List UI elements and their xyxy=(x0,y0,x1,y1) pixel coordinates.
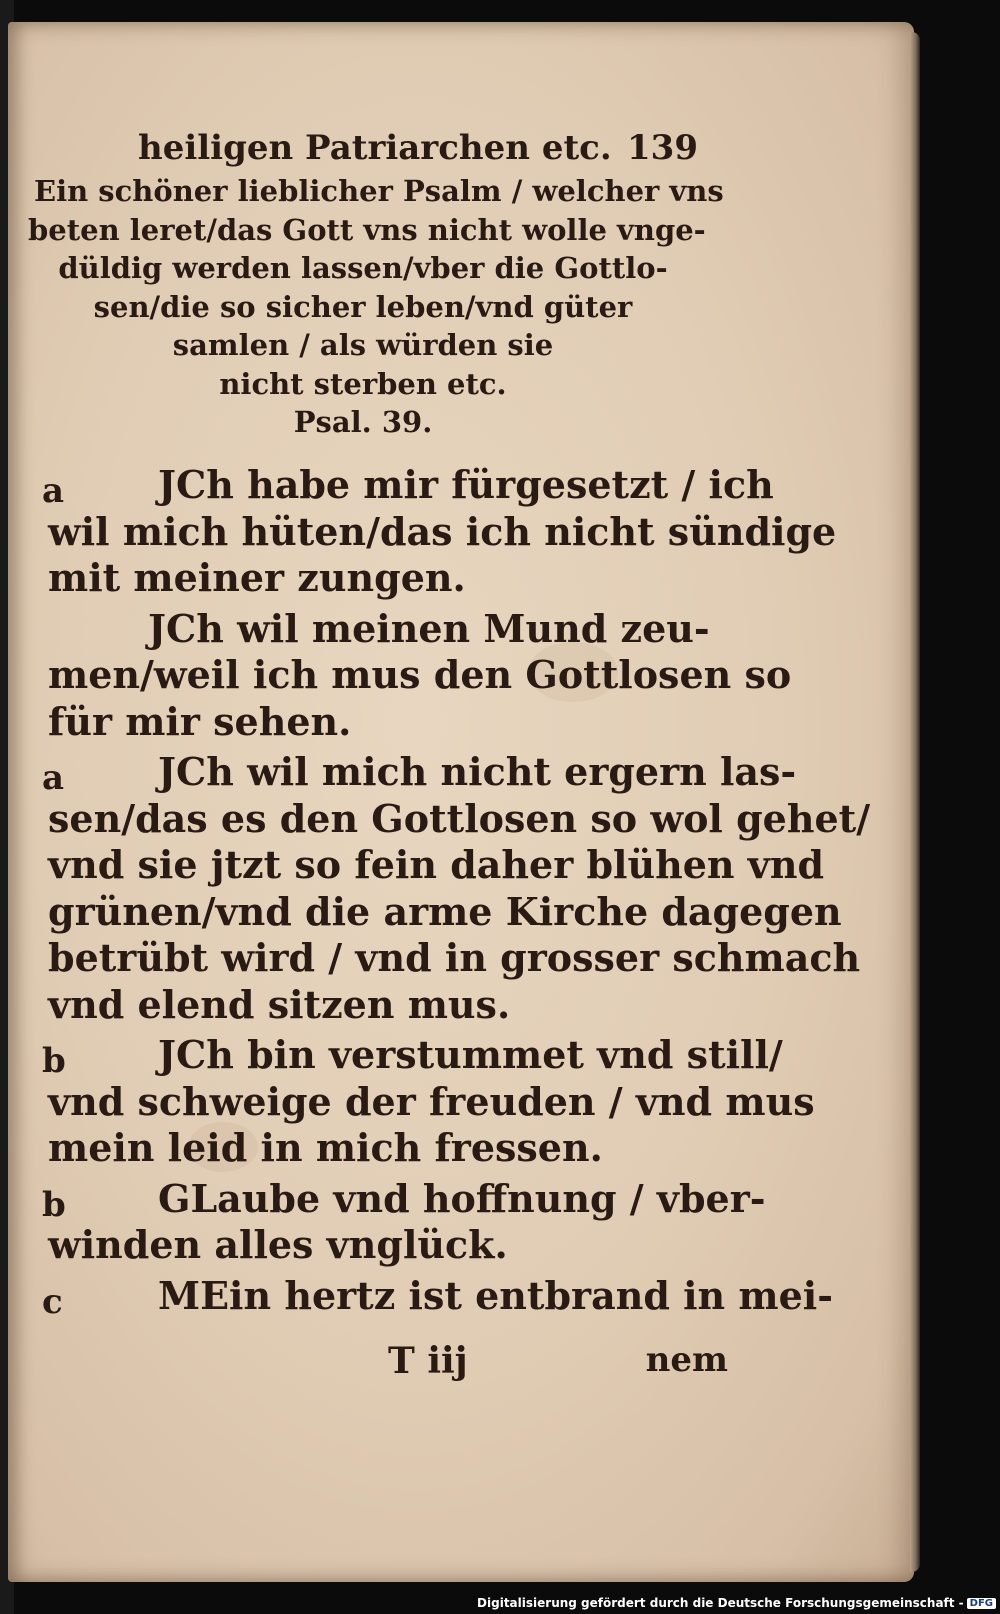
verse-line: JCh wil mich nicht ergern las- xyxy=(158,749,797,794)
verse-line: mit meiner zungen. xyxy=(48,555,466,600)
psalm-body xyxy=(42,462,871,1323)
verse-line: JCh wil meinen Mund zeu- xyxy=(148,605,710,651)
verse-line: sen/das es den Gottlosen so wol gehet/ xyxy=(48,795,871,841)
heading-line: Ein schöner lieblicher Psalm / welcher vns xyxy=(34,174,724,208)
verse-marker: c xyxy=(42,1281,63,1322)
book-page xyxy=(8,22,914,1582)
verse-line: GLaube vnd hoffnung / vber- xyxy=(158,1175,766,1221)
verse-marker: a xyxy=(42,471,65,511)
verse xyxy=(42,1175,766,1269)
verse-line: mein leid in mich fressen. xyxy=(48,1125,603,1170)
verse-line: vnd elend sitzen mus. xyxy=(48,981,511,1027)
dfg-logo: DFG xyxy=(967,1598,996,1609)
verse-marker: b xyxy=(42,1041,66,1081)
verse-line: winden alles vnglück. xyxy=(48,1222,508,1267)
heading-line: sen/die so sicher leben/vnd güter xyxy=(93,289,633,324)
verse-line: MEin hertz ist entbrand in mei- xyxy=(158,1272,834,1318)
catchword: nem xyxy=(645,1340,728,1380)
heading-line: samlen / als würden sie xyxy=(172,328,554,362)
verse-line: JCh bin verstummet vnd still/ xyxy=(158,1032,783,1077)
page-footer xyxy=(48,1340,728,1384)
verse-marker: b xyxy=(42,1184,66,1225)
verse xyxy=(42,462,837,602)
verse xyxy=(42,749,871,1028)
verse-line: für mir sehen. xyxy=(48,698,352,744)
heading-line: düldig werden lassen/vber die Gottlo- xyxy=(58,251,668,285)
heading-psalm-reference: Psal. 39. xyxy=(293,405,433,439)
running-head xyxy=(128,122,698,170)
credit-text: Digitalisierung gefördert durch die Deutsche Forschungsgemeinschaft - xyxy=(477,1596,964,1610)
digitization-credit xyxy=(477,1594,996,1612)
heading-line: beten leret/das Gott vns nicht wolle vnge- xyxy=(28,212,706,247)
signature-mark: T iij xyxy=(388,1340,468,1382)
verse xyxy=(42,1032,815,1172)
verse-line: grünen/vnd die arme Kirche dagegen xyxy=(48,888,842,934)
psalm-heading xyxy=(28,172,724,442)
verse-line: betrübt wird / vnd in grosser schmach xyxy=(48,935,861,980)
verse-line: wil mich hüten/das ich nicht sündige xyxy=(48,508,837,554)
heading-line: nicht sterben etc. xyxy=(219,366,507,401)
verse-line: vnd sie jtzt so fein daher blühen vnd xyxy=(48,842,825,887)
verse xyxy=(48,605,792,746)
page-number: 139 xyxy=(627,128,698,168)
running-head-title: heiligen Patriarchen etc. xyxy=(138,128,612,168)
verse-line: men/weil ich mus den Gottlosen so xyxy=(48,652,792,697)
verse-line: vnd schweige der freuden / vnd mus xyxy=(48,1078,815,1124)
verse xyxy=(42,1272,834,1322)
verse-marker: a xyxy=(42,758,65,798)
verse-line: JCh habe mir fürgesetzt / ich xyxy=(158,462,774,507)
